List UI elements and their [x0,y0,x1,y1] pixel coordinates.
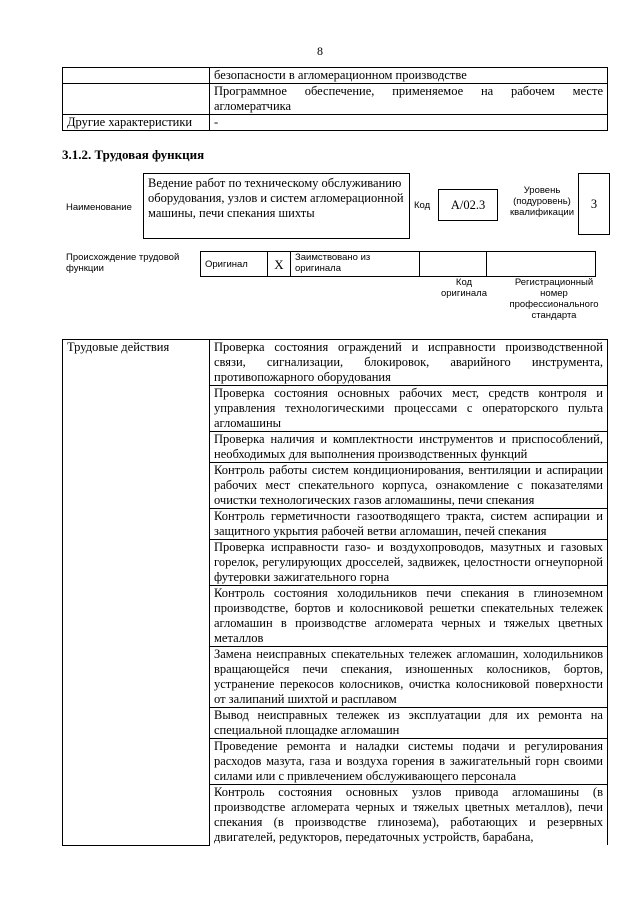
table-row [63,84,608,115]
action-item: Проведение ремонта и наладки системы подачи и регулирования расходов мазута, газа и воздуха горения в зажигательный горн своими силами или с привлечением обслуживающего персонала [210,739,608,785]
table-row [63,340,608,386]
action-item: Контроль состояния холодильников печи спекания в глиноземном производстве, бортов и колосниковой решетки спекательных тележек агломашин в производстве агломерата черных и тяжелых цветных металлов [210,586,608,647]
action-item: Контроль работы систем кондиционирования, вентиляции и аспирации рабочих мест спекательного корпуса, ознакомление с показателями очистки технологических газов агломашины, печи спекания [210,463,608,509]
qualification-level: 3 [578,173,610,235]
row-value: безопасности в агломерационном производстве [210,68,608,84]
top-table [62,67,608,131]
reg-number-cell [487,252,596,277]
table-row [201,252,596,277]
code-original-cell [420,252,487,277]
row-label [63,84,210,115]
row-label: Другие характеристики [63,115,210,131]
row-label [63,68,210,84]
table-row [63,68,608,84]
action-item: Проверка состояния ограждений и исправности производственной связи, сигнализации, блокировок, аварийного инструмента, противопожарного оборудования [210,340,608,386]
action-item: Вывод неисправных тележек из эксплуатации для их ремонта на специальной площадке агломашин [210,708,608,739]
function-code: А/02.3 [438,189,498,221]
actions-table [62,339,608,846]
function-name: Ведение работ по техническому обслуживанию оборудования, узлов и систем агломерационной машины, печи спекания шихты [143,173,410,239]
origin-label: Происхождение трудовой функции [66,252,180,274]
original-mark: X [268,252,291,277]
page-number: 8 [317,44,323,58]
level-label: Уровень (подуровень) квалификации [509,185,575,218]
action-item: Проверка исправности газо- и воздухопроводов, мазутных и газовых горелок, регулирующих дросселей, задвижек, целостности огнеупорной футеровки зажигательного горна [210,540,608,586]
row-value: - [210,115,608,131]
borrowed-label: Заимствовано из оригинала [291,252,420,277]
action-item: Замена неисправных спекательных тележек агломашин, холодильников вращающейся печи спекания, изношенных колосников, бортов, устранение перекосов колосников, очистка колосниковой поверхности от залипаний шихтой и расплавом [210,647,608,708]
code-label: Код [414,200,431,211]
original-label: Оригинал [201,252,268,277]
action-item: Проверка состояния основных рабочих мест, средств контроля и управления технологическими процессами с операторского пульта агломашины [210,386,608,432]
action-item: Контроль герметичности газоотводящего тракта, систем аспирации и защитного укрытия рабочей ветви агломашин, печей спекания [210,509,608,540]
name-label: Наименование [66,202,132,213]
table-row [63,115,608,131]
reg-number-label: Регистрационный номер профессионального стандарта [509,277,599,321]
action-item: Контроль состояния основных узлов привода агломашины (в производстве агломерата черных и тяжелых цветных металлов), печи спекания (в производстве глинозема), работающих и резервных двигателей, редукторов, передаточных устройств, барабана, [210,785,608,846]
origin-table [200,251,596,277]
section-heading: 3.1.2. Трудовая функция [62,147,205,162]
action-item: Проверка наличия и комплектности инструментов и приспособлений, необходимых для выполнения производственных функций [210,432,608,463]
code-original-label: Код оригинала [440,277,487,299]
row-value: Программное обеспечение, применяемое на рабочем месте агломератчика [210,84,608,115]
actions-header: Трудовые действия [63,340,210,846]
